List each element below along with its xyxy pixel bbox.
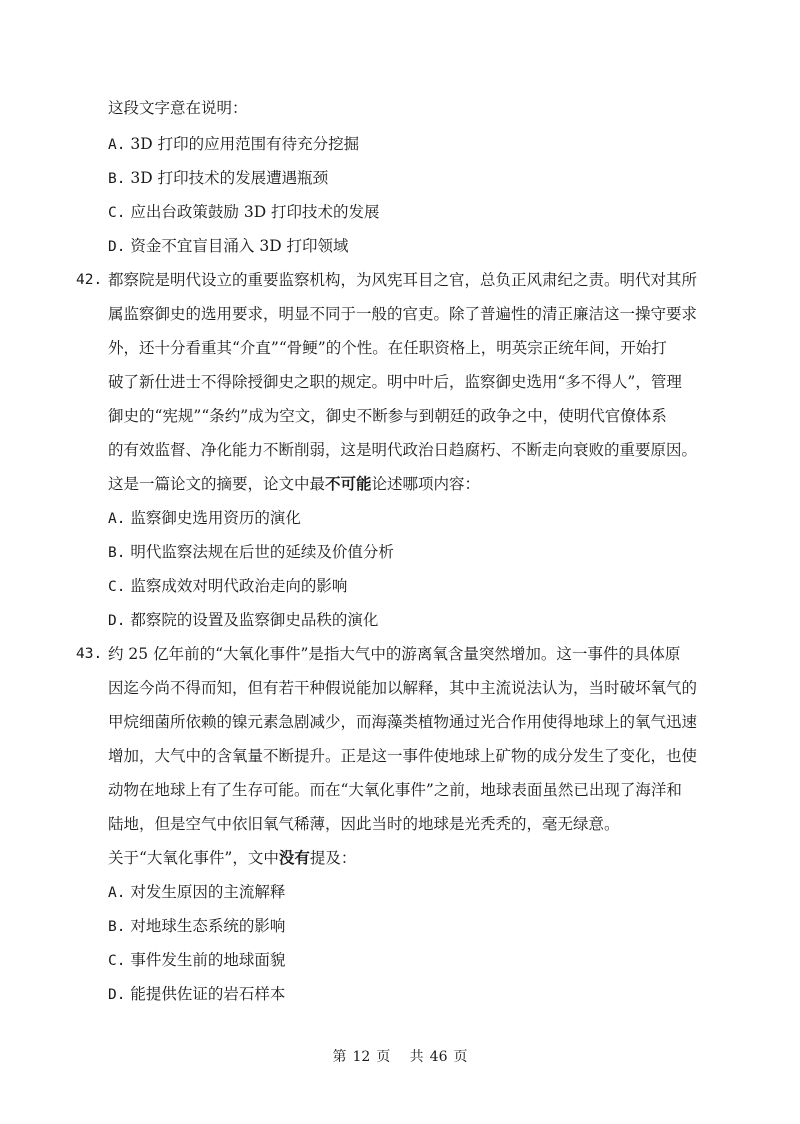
q43-option-d <box>108 984 285 1004</box>
question-text-post: 提及： <box>309 849 357 867</box>
option-text: 能提供佐证的岩石样本 <box>130 985 286 1003</box>
q43-passage-line: 动物在地球上有了生存可能。而在“大氧化事件”之前，地球表面虽然已出现了海洋和 <box>108 781 682 799</box>
option-text: 3D 打印技术的发展遭遇瓶颈 <box>130 169 329 187</box>
question-emphasis: 没有 <box>278 849 310 867</box>
q43-passage-line: 增加，大气中的含氧量不断提升。正是这一事件使地球上矿物的成分发生了变化，也使 <box>108 747 698 765</box>
q41-option-b <box>108 168 328 188</box>
option-text: 对地球生态系统的影响 <box>130 917 286 935</box>
q43-passage-line: 甲烷细菌所依赖的镍元素急剧减少，而海藻类植物通过光合作用使得地球上的氧气迅速 <box>108 713 698 731</box>
option-text: 明代监察法规在后世的延续及价值分析 <box>130 543 394 561</box>
q43-option-b <box>108 916 285 936</box>
question-text-post: 论述哪项内容： <box>371 475 481 493</box>
option-text: 事件发生前的地球面貌 <box>130 951 286 969</box>
q42-option-b <box>108 542 394 562</box>
option-text: 监察御史选用资历的演化 <box>130 509 301 527</box>
option-label: D. <box>108 613 126 629</box>
q42-number: 42. <box>76 272 103 288</box>
option-text: 资金不宜盲目涌入 3D 打印领域 <box>130 237 349 255</box>
option-label: C. <box>108 205 126 221</box>
option-text: 监察成效对明代政治走向的影响 <box>130 577 348 595</box>
question-emphasis: 不可能 <box>325 475 372 493</box>
footer-page-total: 46 <box>429 1049 448 1065</box>
option-text: 应出台政策鼓励 3D 打印技术的发展 <box>130 203 380 221</box>
option-label: B. <box>108 171 126 187</box>
q42-passage-line: 都察院是明代设立的重要监察机构，为风宪耳目之官，总负正风肃纪之责。明代对其所 <box>108 271 698 289</box>
q43-passage-line: 陆地，但是空气中依旧氧气稀薄，因此当时的地球是光秃秃的，毫无绿意。 <box>108 815 620 833</box>
footer-total-pre: 共 <box>409 1049 424 1065</box>
option-text: 3D 打印的应用范围有待充分挖掘 <box>130 135 360 153</box>
option-label: C. <box>108 953 126 969</box>
q42-question <box>108 474 480 494</box>
option-text: 都察院的设置及监察御史品秩的演化 <box>130 611 379 629</box>
question-text-pre: 关于“大氧化事件”，文中 <box>108 849 279 867</box>
q42-option-a <box>108 508 301 528</box>
option-text: 对发生原因的主流解释 <box>130 883 286 901</box>
footer-page-pre: 第 <box>332 1049 347 1065</box>
footer-page-current: 12 <box>352 1049 371 1065</box>
option-label: A. <box>108 137 126 153</box>
q43-option-a <box>108 882 285 902</box>
option-label: B. <box>108 919 126 935</box>
q42-passage-line: 破了新仕进士不得除授御史之职的规定。明中叶后，监察御史选用“多不得人”，管理 <box>108 373 682 391</box>
q43-option-c <box>108 950 285 970</box>
q41-option-a <box>108 134 359 154</box>
q43-question <box>108 848 356 868</box>
q42-option-c <box>108 576 347 596</box>
q42-passage-line: 的有效监督、净化能力不断削弱，这是明代政治日趋腐朽、不断走向衰败的重要原因。 <box>108 441 698 459</box>
footer-page-mid: 页 <box>376 1049 391 1065</box>
footer-total-post: 页 <box>453 1049 468 1065</box>
option-label: A. <box>108 511 126 527</box>
q42-option-d <box>108 610 378 630</box>
option-label: D. <box>108 239 126 255</box>
option-label: C. <box>108 579 126 595</box>
q42-passage-line: 属监察御史的选用要求，明显不同于一般的官吏。除了普遍性的清正廉洁这一操守要求 <box>108 305 698 323</box>
q42-passage-line: 御史的“宪规”“条约”成为空文，御史不断参与到朝廷的政争之中，使明代官僚体系 <box>108 407 667 425</box>
q41-option-d <box>108 236 349 256</box>
q43-passage-line: 因迄今尚不得而知，但有若干种假说能加以解释，其中主流说法认为，当时破坏氧气的 <box>108 679 698 697</box>
option-label: A. <box>108 885 126 901</box>
q43-number: 43. <box>76 646 103 662</box>
q41-option-c <box>108 202 380 222</box>
option-label: B. <box>108 545 126 561</box>
option-label: D. <box>108 987 126 1003</box>
q42-passage-line: 外，还十分看重其“介直”“骨鲠”的个性。在任职资格上，明英宗正统年间，开始打 <box>108 339 667 357</box>
q41-stem-tail: 这段文字意在说明： <box>108 99 248 117</box>
page-footer <box>0 1048 800 1066</box>
q43-passage-line: 约 25 亿年前的“大氧化事件”是指大气中的游离氧含量突然增加。这一事件的具体原 <box>108 645 681 663</box>
question-text-pre: 这是一篇论文的摘要，论文中最 <box>108 475 326 493</box>
